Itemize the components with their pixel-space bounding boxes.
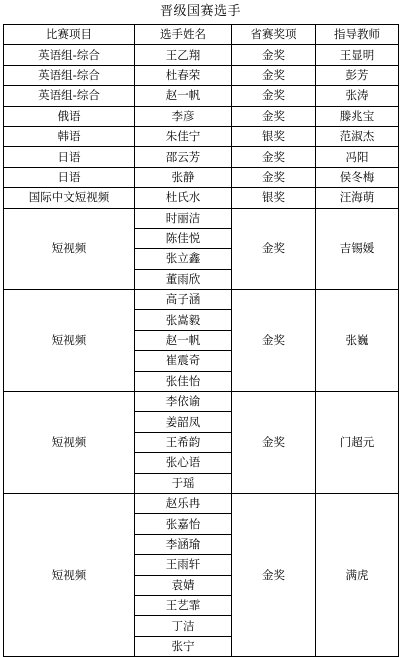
table-row xyxy=(4,126,399,146)
student-cell: 赵乐冉 xyxy=(135,493,232,513)
table-row xyxy=(4,86,399,106)
award-cell: 金奖 xyxy=(232,45,316,65)
award-cell: 金奖 xyxy=(232,392,316,494)
event-cell: 短视频 xyxy=(4,392,135,494)
student-cell: 崔震奇 xyxy=(135,351,232,371)
student-cell: 张心语 xyxy=(135,453,232,473)
event-cell: 短视频 xyxy=(4,208,135,290)
teacher-cell: 王显明 xyxy=(316,45,399,65)
table-row xyxy=(4,208,399,228)
student-cell: 王雨轩 xyxy=(135,555,232,575)
student-cell: 李依谕 xyxy=(135,392,232,412)
table-row xyxy=(4,147,399,167)
table-row xyxy=(4,392,399,412)
teacher-cell: 吉锡媛 xyxy=(316,208,399,290)
table-row xyxy=(4,493,399,513)
header-event: 比赛项目 xyxy=(4,25,135,45)
event-cell: 俄语 xyxy=(4,106,135,126)
table-row xyxy=(4,45,399,65)
student-cell: 姜韶凤 xyxy=(135,412,232,432)
student-cell: 杜氏水 xyxy=(135,188,232,208)
teacher-cell: 满虎 xyxy=(316,493,399,656)
event-cell: 日语 xyxy=(4,167,135,187)
student-cell: 赵一帆 xyxy=(135,330,232,350)
teacher-cell: 彭芳 xyxy=(316,65,399,85)
page-title: 晋级国赛选手 xyxy=(159,4,241,19)
table-row xyxy=(4,290,399,310)
event-cell: 短视频 xyxy=(4,290,135,392)
event-cell: 英语组-综合 xyxy=(4,45,135,65)
header-award: 省赛奖项 xyxy=(232,25,316,45)
student-cell: 张佳怡 xyxy=(135,371,232,391)
student-cell: 王艺霏 xyxy=(135,595,232,615)
award-cell: 金奖 xyxy=(232,86,316,106)
header-student: 选手姓名 xyxy=(135,25,232,45)
event-cell: 短视频 xyxy=(4,493,135,656)
teacher-cell: 范淑杰 xyxy=(316,126,399,146)
finalists-table xyxy=(3,24,399,657)
teacher-cell: 汪海萌 xyxy=(316,188,399,208)
student-cell: 朱佳宁 xyxy=(135,126,232,146)
teacher-cell: 滕兆宝 xyxy=(316,106,399,126)
student-cell: 张静 xyxy=(135,167,232,187)
event-cell: 国际中文短视频 xyxy=(4,188,135,208)
event-cell: 英语组-综合 xyxy=(4,86,135,106)
award-cell: 银奖 xyxy=(232,126,316,146)
student-cell: 高子涵 xyxy=(135,290,232,310)
table-row xyxy=(4,167,399,187)
teacher-cell: 张巍 xyxy=(316,290,399,392)
award-cell: 金奖 xyxy=(232,290,316,392)
student-cell: 王乙翔 xyxy=(135,45,232,65)
student-cell: 张嵩毅 xyxy=(135,310,232,330)
table-row xyxy=(4,65,399,85)
teacher-cell: 侯冬梅 xyxy=(316,167,399,187)
award-cell: 金奖 xyxy=(232,208,316,290)
award-cell: 金奖 xyxy=(232,147,316,167)
event-cell: 日语 xyxy=(4,147,135,167)
student-cell: 时丽洁 xyxy=(135,208,232,228)
student-cell: 董雨欣 xyxy=(135,269,232,289)
award-cell: 金奖 xyxy=(232,65,316,85)
teacher-cell: 张涛 xyxy=(316,86,399,106)
award-cell: 银奖 xyxy=(232,188,316,208)
student-cell: 赵一帆 xyxy=(135,86,232,106)
teacher-cell: 门超元 xyxy=(316,392,399,494)
header-teacher: 指导教师 xyxy=(316,25,399,45)
student-cell: 丁洁 xyxy=(135,616,232,636)
student-cell: 邵云芳 xyxy=(135,147,232,167)
table-row xyxy=(4,106,399,126)
student-cell: 张宁 xyxy=(135,636,232,656)
student-cell: 李涵瑜 xyxy=(135,534,232,554)
event-cell: 韩语 xyxy=(4,126,135,146)
student-cell: 张嘉怡 xyxy=(135,514,232,534)
event-cell: 英语组-综合 xyxy=(4,65,135,85)
teacher-cell: 冯阳 xyxy=(316,147,399,167)
table-row xyxy=(4,188,399,208)
student-cell: 杜春荣 xyxy=(135,65,232,85)
student-cell: 袁婧 xyxy=(135,575,232,595)
student-cell: 于瑶 xyxy=(135,473,232,493)
award-cell: 金奖 xyxy=(232,167,316,187)
student-cell: 王希韵 xyxy=(135,432,232,452)
student-cell: 李彦 xyxy=(135,106,232,126)
table-header-row xyxy=(4,25,399,45)
award-cell: 金奖 xyxy=(232,493,316,656)
award-cell: 金奖 xyxy=(232,106,316,126)
student-cell: 张立鑫 xyxy=(135,249,232,269)
student-cell: 陈佳悦 xyxy=(135,228,232,248)
